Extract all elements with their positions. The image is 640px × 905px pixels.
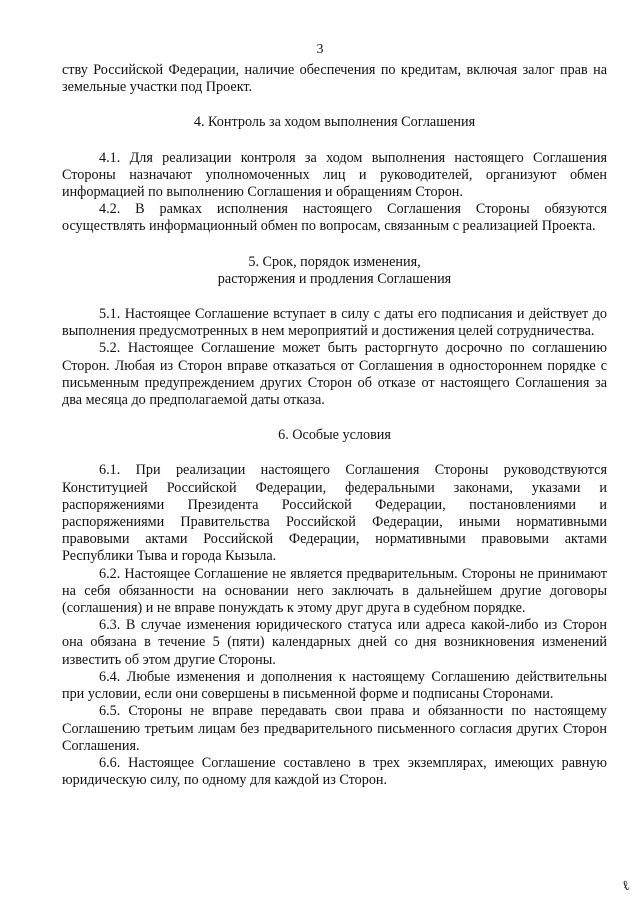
paragraph-4-2: 4.2. В рамках исполнения настоящего Соглашения Стороны обязуются осуществлять информационный обмен по вопросам, связанным с реализацией Проекта. bbox=[62, 201, 607, 235]
intro-paragraph: ству Российской Федерации, наличие обеспечения по кредитам, включая залог прав на земельные участки под Проект. bbox=[62, 62, 607, 96]
document-body bbox=[62, 62, 607, 789]
paragraph-6-5: 6.5. Стороны не вправе передавать свои права и обязанности по настоящему Соглашению третьим лицам без предварительного письменного согласия других Сторон Соглашения. bbox=[62, 703, 607, 754]
section-5-heading-line-1: 5. Срок, порядок изменения, bbox=[248, 253, 421, 270]
handwritten-mark: ℓ bbox=[620, 878, 633, 895]
paragraph-6-4: 6.4. Любые изменения и дополнения к настоящему Соглашению действительны при условии, если они совершены в письменной форме и подписаны Сторонами. bbox=[62, 668, 607, 703]
paragraph-6-6: 6.6. Настоящее Соглашение составлено в трех экземплярах, имеющих равную юридическую силу, по одному для каждой из Сторон. bbox=[62, 754, 607, 789]
section-5-heading-line-2: расторжения и продления Соглашения bbox=[217, 270, 452, 287]
paragraph-5-1: 5.1. Настоящее Соглашение вступает в силу с даты его подписания и действует до выполнения предусмотренных в нем мероприятий и достижения целей сотрудничества. bbox=[62, 306, 607, 340]
paragraph-6-2: 6.2. Настоящее Соглашение не является предварительным. Стороны не принимают на себя обязанности на основании него заключать в дальнейшем другие договоры (соглашения) и не вправе понуждать к этому друг друга в судебном порядке. bbox=[62, 565, 607, 617]
section-5-heading bbox=[62, 254, 607, 288]
paragraph-6-3: 6.3. В случае изменения юридического статуса или адреса какой-либо из Сторон она обязана в течение 5 (пяти) календарных дней со дня возникновения изменений известить об этом другие Стороны. bbox=[62, 617, 607, 668]
page-number: 3 bbox=[316, 42, 324, 57]
paragraph-5-2: 5.2. Настоящее Соглашение может быть расторгнуто досрочно по соглашению Сторон. Любая из Сторон вправе отказаться от Соглашения в одностороннем порядке с письменным предупреждением других Сторон об отказе от настоящего Соглашения за два месяца до предполагаемой даты отказа. bbox=[62, 340, 607, 409]
paragraph-4-1: 4.1. Для реализации контроля за ходом выполнения настоящего Соглашения Стороны назначают уполномоченных лиц и руководителей, организуют обмен информацией по выполнению Соглашения и обращениям Сторон. bbox=[62, 149, 607, 201]
paragraph-6-1: 6.1. При реализации настоящего Соглашения Стороны руководствуются Конституцией Российской Федерации, федеральными законами, указами и распоряжениями Президента Российской Федерации, постановлениями и распоряжениями Правительства Российской Федерации, иными нормативными правовыми актами Российской Федерации, нормативными правовыми актами Республики Тыва и города Кызыла. bbox=[62, 462, 607, 565]
section-6-heading: 6. Особые условия bbox=[278, 427, 391, 444]
section-4-heading: 4. Контроль за ходом выполнения Соглашения bbox=[193, 114, 476, 131]
